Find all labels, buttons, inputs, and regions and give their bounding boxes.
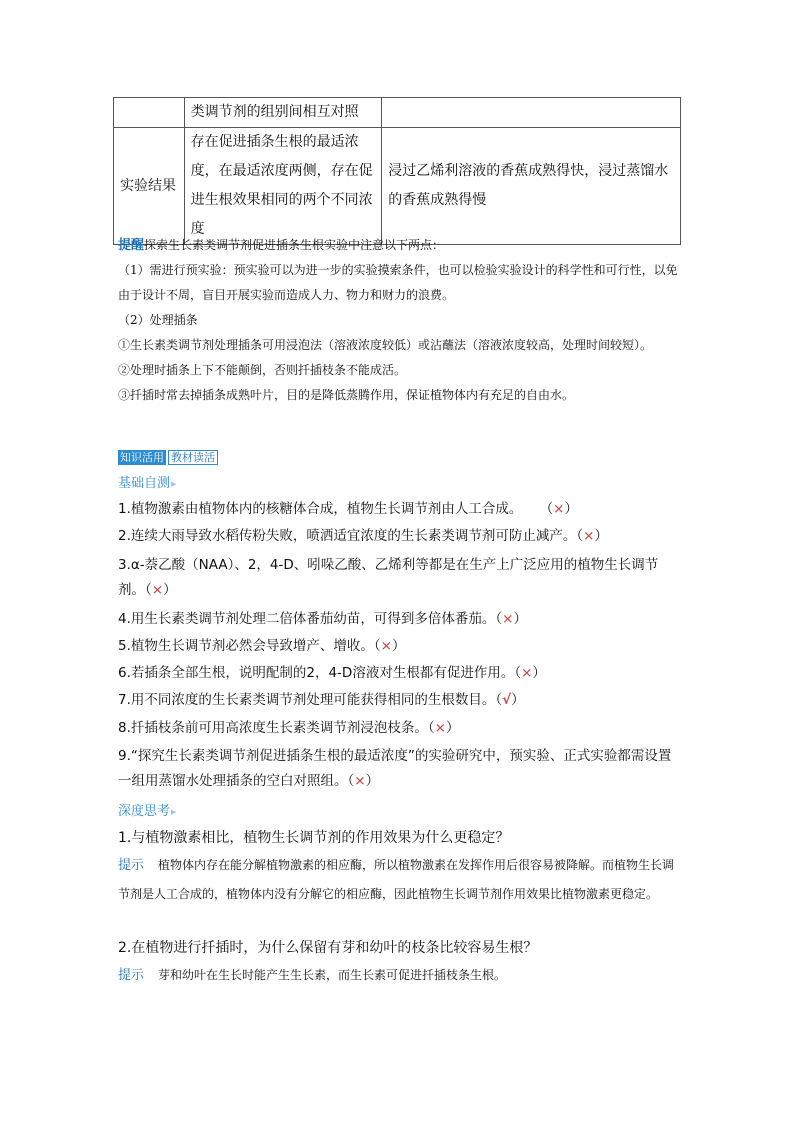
section-title-text: 基础自测 xyxy=(118,476,171,491)
cross-mark: × xyxy=(380,638,392,654)
question-item xyxy=(118,634,678,659)
question-text: 1.植物激素由植物体内的核糖体合成，植物生长调节剂由人工合成。 xyxy=(118,501,523,517)
triangle-icon: ▶ xyxy=(171,479,177,488)
comparison-table xyxy=(113,97,681,245)
question-item xyxy=(118,607,678,632)
cross-mark: × xyxy=(434,720,446,736)
question-text: 6.若插条全部生根，说明配制的2，4-D溶液对生根都有促进作用。 xyxy=(118,665,515,681)
deep-answer xyxy=(118,961,678,990)
question-item xyxy=(118,716,678,741)
question-item xyxy=(118,497,678,522)
tip-paragraph: （1）需进行预实验：预实验可以为进一步的实验摸索条件，也可以检验实验设计的科学性和可行性，以免由于设计不周，盲目开展实验而造成人力、物力和财力的浪费。 xyxy=(118,263,678,302)
paren-open: （ xyxy=(373,638,381,654)
table-row xyxy=(114,128,681,245)
paren-open: （ xyxy=(546,501,554,517)
question-text: 7.用不同浓度的生长素类调节剂处理可能获得相同的生根数目。 xyxy=(118,692,496,708)
table-cell xyxy=(382,98,681,128)
cross-mark: × xyxy=(583,528,595,544)
check-mark: √ xyxy=(502,692,512,708)
question-item xyxy=(118,524,678,549)
paren-close: ） xyxy=(391,638,406,654)
table-cell: 浸过乙烯利溶液的香蕉成熟得快，浸过蒸馏水的香蕉成熟得慢 xyxy=(382,128,681,245)
paren-open: （ xyxy=(495,692,503,708)
question-text: 2.连续大雨导致水稻传粉失败，喷洒适宜浓度的生长素类调节剂可防止减产。 xyxy=(118,528,577,544)
question-text: 5.植物生长调节剂必然会导致增产、增收。 xyxy=(118,638,374,654)
paren-open: （ xyxy=(495,611,503,627)
tip-paragraph: （2）处理插条 xyxy=(118,313,198,327)
paren-close: ） xyxy=(532,665,546,681)
question-text: 8.扦插枝条前可用高浓度生长素类调节剂浸泡枝条。 xyxy=(118,720,428,736)
table-cell xyxy=(114,98,185,128)
tip-paragraph: ②处理时插条上下不能颠倒，否则扦插枝条不能成活。 xyxy=(118,363,407,377)
table-row xyxy=(114,98,681,128)
answer-text: 芽和幼叶在生长时能产生生长素，而生长素可促进扦插枝条生根。 xyxy=(158,968,507,982)
tip-paragraph: ①生长素类调节剂处理插条可用浸泡法（溶液浓度较低）或沾蘸法（溶液浓度较高，处理时间较短）。 xyxy=(118,338,653,352)
question-text: 4.用生长素类调节剂处理二倍体番茄幼苗，可得到多倍体番茄。 xyxy=(118,611,496,627)
cross-mark: × xyxy=(521,665,533,681)
tag-knowledge: 知识活用 xyxy=(120,451,164,464)
paren-close: ） xyxy=(365,773,380,789)
table-cell: 类调节剂的组别间相互对照 xyxy=(184,98,382,128)
question-item xyxy=(118,661,678,686)
section-title-deep xyxy=(118,800,176,819)
paren-close: ） xyxy=(594,528,608,544)
row-header-result: 实验结果 xyxy=(114,128,185,245)
triangle-icon: ▶ xyxy=(171,807,177,816)
question-item xyxy=(118,688,678,713)
paren-open: （ xyxy=(145,582,152,598)
section-title-text: 深度思考 xyxy=(118,804,171,819)
answer-label: 提示 xyxy=(118,858,145,873)
section-tags xyxy=(118,450,218,465)
paren-close: ） xyxy=(513,611,527,627)
deep-answer xyxy=(118,851,678,908)
cross-mark: × xyxy=(354,773,366,789)
tip-paragraph: ③扦插时常去掉插条成熟叶片，目的是降低蒸腾作用，保证植物体内有充足的自由水。 xyxy=(118,388,575,402)
answer-label: 提示 xyxy=(118,968,145,983)
tag-textbook: 教材读活 xyxy=(168,450,218,465)
paren-close: ） xyxy=(511,692,525,708)
question-text: 9.“探究生长素类调节剂促进插条生根的最适浓度”的实验研究中，预实验、正式实验都需设置一组用蒸馏水处理插条的空白对照组。 xyxy=(118,748,672,789)
table-cell: 存在促进插条生根的最适浓度，在最适浓度两侧，存在促进生根效果相同的两个不同浓度 xyxy=(184,128,382,245)
answer-text: 植物体内存在能分解植物激素的相应酶，所以植物激素在发挥作用后很容易被降解。而植物生长调节剂是人工合成的，植物体内没有分解它的相应酶，因此植物生长调节剂作用效果比植物激素更稳定。 xyxy=(118,858,675,901)
question-item xyxy=(118,553,678,603)
question-item xyxy=(118,744,678,794)
paren-open: （ xyxy=(576,528,584,544)
paren-close: ） xyxy=(163,582,177,598)
question-text: 3.α-萘乙酸（NAA）、2，4-D、吲哚乙酸、乙烯利等都是在生产上广泛应用的植物生长调节剂。 xyxy=(118,557,659,598)
tip-intro-text: 探索生长素类调节剂促进插条生根实验中注意以下两点： xyxy=(144,238,445,252)
section-title-basic xyxy=(118,472,176,491)
cross-mark: × xyxy=(553,501,565,517)
tip-label: 提醒 xyxy=(118,238,145,253)
tip-intro xyxy=(118,233,678,258)
paren-close: ） xyxy=(445,720,460,736)
deep-question: 1.与植物激素相比，植物生长调节剂的作用效果为什么更稳定？ xyxy=(118,830,510,846)
paren-open: （ xyxy=(427,720,435,736)
cross-mark: × xyxy=(151,582,164,598)
deep-question: 2.在植物进行扦插时，为什么保留有芽和幼叶的枝条比较容易生根？ xyxy=(118,940,538,956)
paren-close: ） xyxy=(564,501,578,517)
cross-mark: × xyxy=(502,611,514,627)
paren-open: （ xyxy=(514,665,522,681)
paren-open: （ xyxy=(347,773,355,789)
tip-block xyxy=(118,233,678,408)
